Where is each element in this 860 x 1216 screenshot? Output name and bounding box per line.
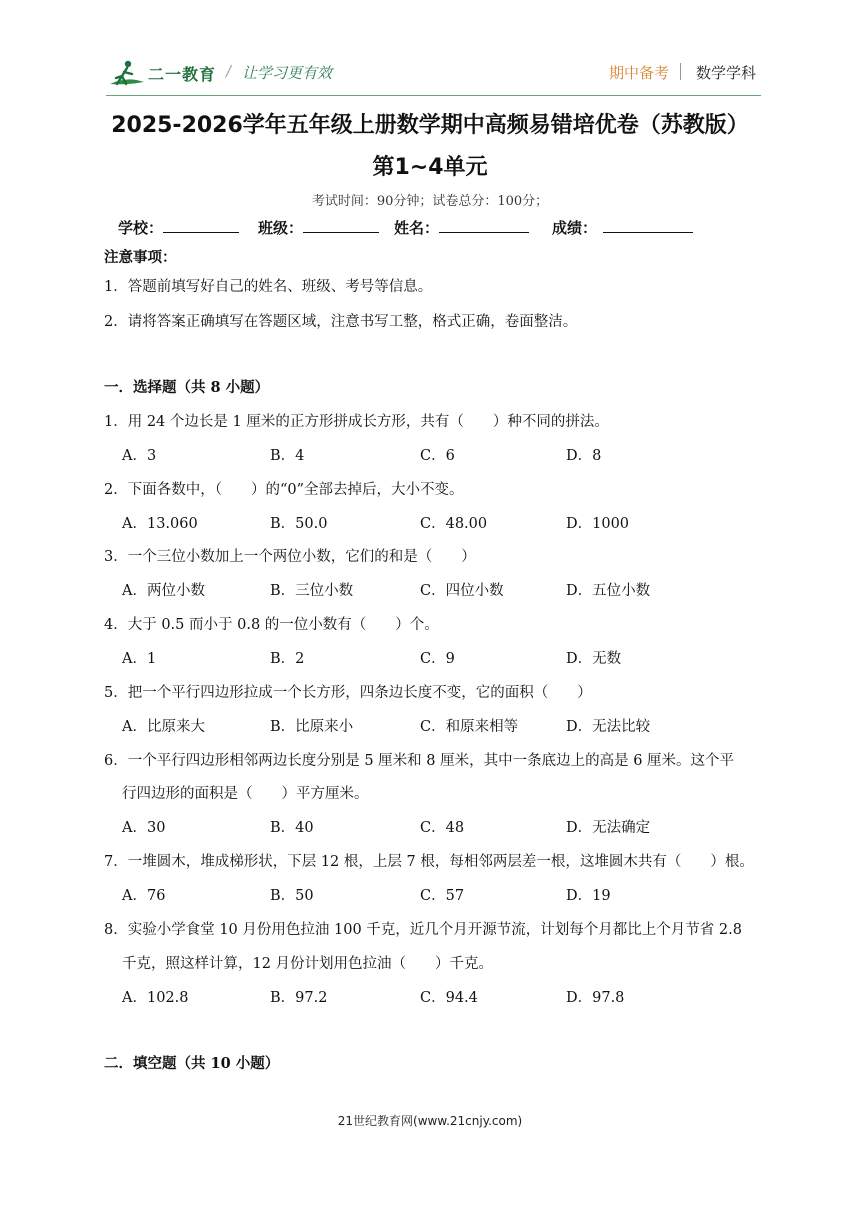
notice-item-1: 1．答题前填写好自己的姓名、班级、考号等信息。: [104, 279, 433, 295]
q8-option-d: D．97.8: [566, 990, 625, 1006]
slogan-separator: /: [226, 62, 232, 80]
q7-option-c: C．57: [420, 888, 465, 904]
school-field: [118, 217, 239, 238]
question-2: 2．下面各数中，（ ）的“0”全部去掉后，大小不变。: [104, 482, 464, 498]
question-4: 4．大于 0.5 而小于 0.8 的一位小数有（ ）个。: [104, 617, 439, 633]
q2-option-c: C．48.00: [420, 516, 488, 532]
header-divider: [680, 63, 681, 80]
q3-option-d: D．五位小数: [566, 583, 651, 599]
notice-heading: 注意事项：: [104, 250, 177, 266]
class-field: [258, 217, 379, 238]
q7-option-b: B．50: [270, 888, 314, 904]
q5-option-d: D．无法比较: [566, 719, 651, 735]
notice-item-2: 2．请将答案正确填写在答题区域，注意书写工整，格式正确，卷面整洁。: [104, 314, 578, 330]
q4-option-c: C．9: [420, 651, 455, 667]
q4-option-d: D．无数: [566, 651, 622, 667]
slogan: 让学习更有效: [242, 64, 333, 82]
question-8-cont: 千克，照这样计算，12 月份计划用色拉油（ ）千克。: [122, 956, 494, 972]
page-subtitle: 第1~4单元: [372, 155, 488, 180]
q1-option-d: D．8: [566, 448, 602, 464]
q3-option-b: B．三位小数: [270, 583, 354, 599]
section1-heading: 一．选择题（共 8 小题）: [104, 379, 270, 396]
score-field: [552, 217, 693, 238]
q2-option-a: A．13.060: [122, 516, 198, 532]
q5-option-b: B．比原来小: [270, 719, 354, 735]
header-rule: [106, 95, 761, 96]
q7-option-a: A．76: [122, 888, 166, 904]
q8-option-a: A．102.8: [122, 990, 189, 1006]
page-header: [0, 0, 860, 96]
q2-option-d: D．1000: [566, 516, 630, 532]
question-7: 7．一堆圆木，堆成梯形状，下层 12 根，上层 7 根，每相邻两层差一根，这堆圆木共有（ ）根。: [104, 854, 754, 870]
page-footer: 21世纪教育网(www.21cnjy.com): [337, 1114, 523, 1128]
q8-option-b: B．97.2: [270, 990, 328, 1006]
q3-option-a: A．两位小数: [122, 583, 205, 599]
q1-option-b: B．4: [270, 448, 305, 464]
question-6: 6．一个平行四边形相邻两边长度分别是 5 厘米和 8 厘米，其中一条底边上的高是 6 厘米。这个平: [104, 753, 735, 769]
question-5: 5．把一个平行四边形拉成一个长方形，四条边长度不变，它的面积（ ）: [104, 685, 592, 701]
score-label: 成绩：: [552, 219, 598, 237]
header-subject: 数学学科: [696, 64, 757, 82]
q6-option-c: C．48: [420, 820, 465, 836]
question-3: 3．一个三位小数加上一个两位小数，它们的和是（ ）: [104, 549, 476, 565]
score-blank: [603, 218, 693, 233]
class-blank: [303, 218, 379, 233]
name-field: [394, 217, 529, 238]
q3-option-c: C．四位小数: [420, 583, 504, 599]
question-6-cont: 行四边形的面积是（ ）平方厘米。: [122, 786, 369, 802]
question-8: 8．实验小学食堂 10 月份用色拉油 100 千克，近几个月开源节流，计划每个月都比上个月节省 2.8: [104, 922, 742, 938]
q4-option-a: A．1: [122, 651, 157, 667]
school-blank: [163, 218, 239, 233]
page-title: 2025-2026学年五年级上册数学期中高频易错培优卷（苏教版）: [111, 113, 749, 138]
q8-option-c: C．94.4: [420, 990, 478, 1006]
name-blank: [439, 218, 529, 233]
q5-option-a: A．比原来大: [122, 719, 205, 735]
section2-heading: 二．填空题（共 10 小题）: [104, 1055, 280, 1072]
q1-option-a: A．3: [122, 448, 157, 464]
q4-option-b: B．2: [270, 651, 305, 667]
name-label: 姓名：: [394, 219, 440, 237]
q6-option-d: D．无法确定: [566, 820, 651, 836]
question-1: 1．用 24 个边长是 1 厘米的正方形拼成长方形，共有（ ）种不同的拼法。: [104, 414, 609, 430]
q7-option-d: D．19: [566, 888, 611, 904]
q5-option-c: C．和原来相等: [420, 719, 519, 735]
school-label: 学校：: [118, 219, 164, 237]
header-tag: 期中备考: [609, 64, 670, 82]
q2-option-b: B．50.0: [270, 516, 328, 532]
q6-option-a: A．30: [122, 820, 166, 836]
class-label: 班级：: [258, 219, 304, 237]
exam-info: 考试时间：90分钟；试卷总分：100分；: [311, 194, 549, 209]
logo-text: 二一教育: [148, 65, 217, 84]
q6-option-b: B．40: [270, 820, 314, 836]
q1-option-c: C．6: [420, 448, 455, 464]
